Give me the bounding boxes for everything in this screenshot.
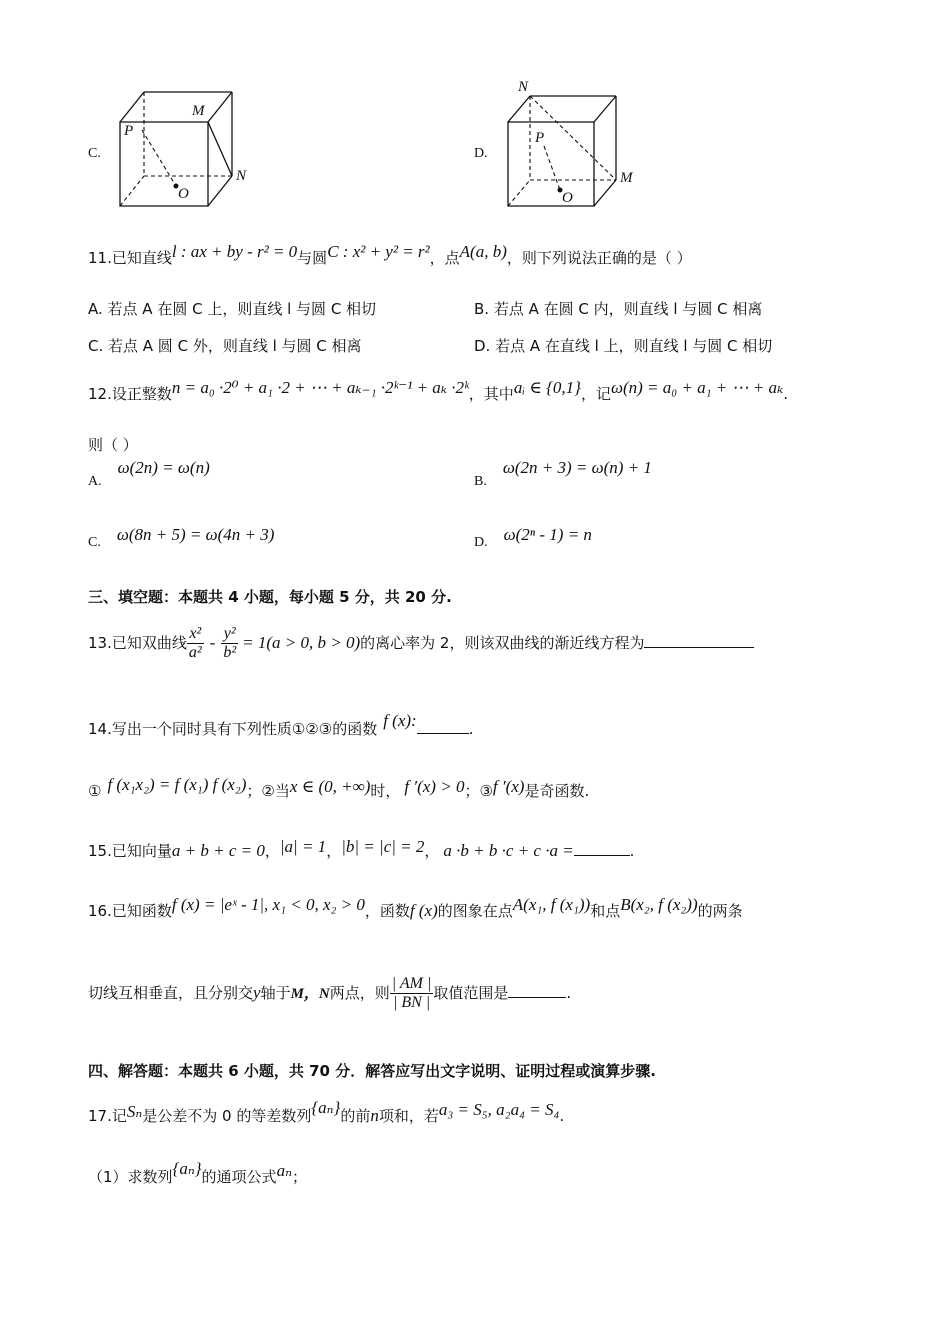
question-number: 13. (88, 634, 112, 652)
question-number: 11. (88, 249, 112, 267)
question-16: 16.已知函数f (x) = |eˣ - 1|, x₁ < 0, x₂ > 0，函数f (x)的图象在点A(x₁, f (x₁))和点B(x₂, f (x₂))的两条 (88, 895, 743, 920)
cube-figure-c (110, 84, 270, 214)
ai-condition: aᵢ ∈ {0,1} (513, 378, 581, 397)
question-13: 13.已知双曲线 $\frac{\text{x²}}{\text{a²}}$ - $\frac{\text{y²}}{\text{b²}}$ = 1(a > 0, b > 0)的离心率为 2，则该双曲线的渐近线方程为 (88, 625, 754, 662)
cube-figure-d (500, 76, 650, 216)
point-m-label: M (620, 170, 633, 186)
answer-blank[interactable] (508, 997, 566, 998)
n-expansion: n = a₀ ·2⁰ + a₁ ·2 + ⋯ + aₖ₋₁ ·2ᵏ⁻¹ + aₖ ·2ᵏ (171, 378, 469, 397)
figure-d-label: D. (474, 146, 488, 161)
option-a: A.ω(2n) = ω(n) (88, 458, 210, 489)
option-c: C. 若点 A 圆 C 外，则直线 l 与圆 C 相离 (88, 337, 362, 355)
question-12-then: 则（ ） (88, 436, 138, 454)
answer-blank[interactable] (574, 855, 630, 856)
section-4-heading: 四、解答题：本题共 6 小题，共 70 分．解答应写出文字说明、证明过程或演算步骤. (88, 1062, 656, 1080)
fraction-x: $\frac{\text{x²}}{\text{a²}}$ (188, 625, 202, 661)
ratio-fraction: $\frac{| AM |}{| BN |}$ (391, 975, 432, 1011)
answer-blank[interactable] (644, 647, 754, 648)
question-14-properties: ① f (x₁x₂) = f (x₁) f (x₂)；②当x ∈ (0, +∞)时， f ′(x) > 0；③f ′(x)是奇函数. (88, 775, 590, 800)
figure-c-label: C. (88, 146, 101, 161)
point-m-label: M (192, 103, 205, 119)
question-14: 14.写出一个同时具有下列性质①②③的函数 f (x): . (88, 711, 474, 738)
point-a: A(a, b) (459, 242, 507, 261)
question-number: 14. (88, 720, 112, 738)
question-15: 15.已知向量a + b + c = 0，|a| = 1，|b| = |c| = 2， a ·b + b ·c + c ·a = . (88, 837, 635, 860)
point-o-label: O (562, 190, 573, 206)
option-d: D. 若点 A 在直线 l 上，则直线 l 与圆 C 相切 (474, 337, 773, 355)
point-n-label: N (518, 79, 529, 95)
line-equation: l : ax + by - r² = 0 (171, 242, 298, 261)
question-number: 17. (88, 1107, 112, 1125)
section-3-heading: 三、填空题：本题共 4 小题，每小题 5 分，共 20 分. (88, 588, 452, 606)
option-b: B.ω(2n + 3) = ω(n) + 1 (474, 458, 652, 489)
answer-blank[interactable] (417, 733, 469, 734)
option-c: C. ω(8n + 5) = ω(4n + 3) (88, 525, 275, 550)
point-o-label: O (178, 186, 189, 202)
question-number: 12. (88, 385, 112, 403)
question-12-stem: 12.设正整数n = a₀ ·2⁰ + a₁ ·2 + ⋯ + aₖ₋₁ ·2ᵏ⁻¹ + aₖ ·2ᵏ，其中aᵢ ∈ {0,1}，记ω(n) = a₀ + a₁ + ⋯ + aₖ. (88, 378, 788, 403)
question-17-part-1: （1）求数列{aₙ}的通项公式aₙ； (88, 1159, 307, 1186)
point-n-label: N (236, 168, 247, 184)
option-b: B. 若点 A 在圆 C 内，则直线 l 与圆 C 相离 (474, 300, 763, 318)
point-p-label: P (535, 130, 545, 146)
question-16-line-2: 切线互相垂直，且分别交y轴于M，N两点，则 $\frac{| AM |}{| BN |}$ 取值范围是 . (88, 975, 572, 1011)
question-17: 17.记Sₙ是公差不为 0 的等差数列{aₙ}的前n项和，若a₃ = S₅, a₂a₄ = S₄. (88, 1098, 565, 1125)
option-d: D. ω(2ⁿ - 1) = n (474, 525, 592, 550)
question-number: 16. (88, 902, 112, 920)
circle-equation: C : x² + y² = r² (327, 242, 430, 261)
omega-definition: ω(n) = a₀ + a₁ + ⋯ + aₖ (610, 378, 784, 397)
question-number: 15. (88, 842, 112, 860)
question-11-stem: 11.已知直线l : ax + by - r² = 0与圆C : x² + y² = r²，点A(a, b)，则下列说法正确的是（ ） (88, 242, 692, 267)
option-a: A. 若点 A 在圆 C 上，则直线 l 与圆 C 相切 (88, 300, 377, 318)
point-p-label: P (124, 123, 134, 139)
fraction-y: $\frac{\text{y²}}{\text{b²}}$ (223, 625, 237, 661)
hyperbola-condition: = 1(a > 0, b > 0) (242, 633, 361, 652)
